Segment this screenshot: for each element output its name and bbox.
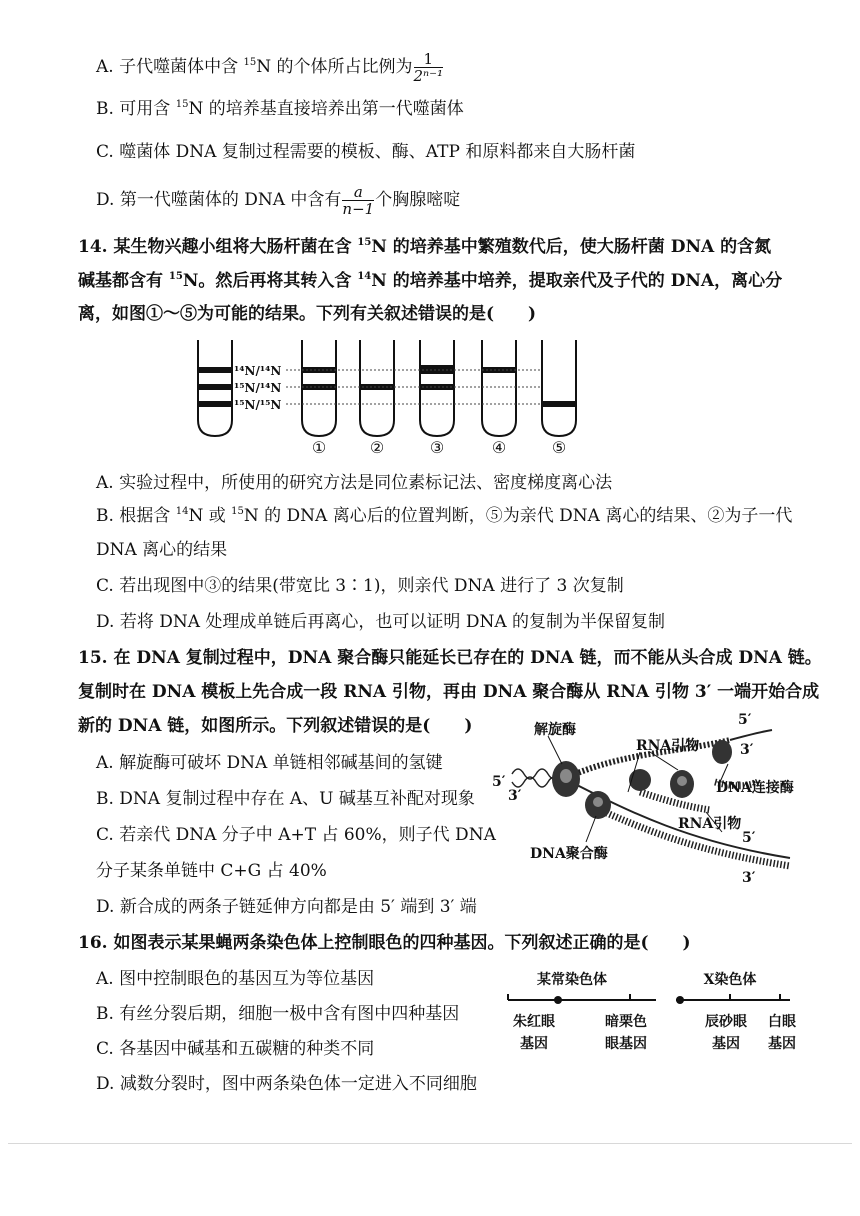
tube-4 bbox=[482, 340, 516, 436]
band-14n-14n bbox=[198, 367, 232, 373]
q14-option-d: D. 若将 DNA 处理成单链后再离心，也可以证明 DNA 的复制为半保留复制 bbox=[96, 612, 666, 632]
band-15n-15n bbox=[198, 401, 232, 407]
label-gene-3-line-1: 辰砂眼 bbox=[705, 1014, 747, 1030]
q14-option-a: A. 实验过程中，所使用的研究方法是同位素标记法、密度梯度离心法 bbox=[96, 473, 613, 493]
label-5-bottom: 5′ bbox=[742, 830, 756, 846]
label-ligase: DNA连接酶 bbox=[716, 780, 794, 796]
label-3-left: 3′ bbox=[508, 788, 522, 804]
tube-3-band-mid bbox=[420, 384, 454, 390]
tube-3-band-top bbox=[420, 365, 454, 374]
fraction: $\frac{1}{\text{2ⁿ⁻¹}}$ bbox=[413, 50, 444, 85]
q13-option-d: D. 第一代噬菌体的 DNA 中含有 $\frac{a}{n-1}$ 个胸腺嘧啶 bbox=[96, 183, 461, 218]
label-gene-2-line-1: 暗栗色 bbox=[605, 1014, 647, 1030]
fraction: $\frac{a}{n-1}$ bbox=[342, 183, 375, 218]
tube-number-5: ⑤ bbox=[551, 438, 567, 457]
ligase-blob bbox=[712, 740, 732, 764]
label-rna-primer-2: RNA引物 bbox=[678, 816, 742, 832]
chromosome-genes-figure bbox=[500, 964, 810, 1059]
label-3-top: 3′ bbox=[740, 742, 754, 758]
tube-number-4: ④ bbox=[491, 438, 507, 457]
q13-option-b: B. 可用含 $^{15}$N 的培养基直接培养出第一代噬菌体 bbox=[96, 99, 464, 119]
band-label-1: ¹⁴N/¹⁴N bbox=[234, 364, 282, 378]
label-gene-4-line-2: 基因 bbox=[768, 1036, 796, 1052]
tube-5-band-bottom bbox=[542, 401, 576, 407]
polymerase-blob-2 bbox=[629, 769, 651, 791]
tube-5 bbox=[542, 340, 576, 436]
q15-option-c-line-2: 分子某条单链中 C+G 占 40% bbox=[96, 861, 327, 881]
q15-stem-line-1: 15. 在 DNA 复制过程中，DNA 聚合酶只能延长已存在的 DNA 链，而不能从头合成 DNA 链。 bbox=[78, 648, 822, 668]
label-5-left: 5′ bbox=[492, 774, 506, 790]
tube-number-3: ③ bbox=[429, 438, 445, 457]
q15-option-c-line-1: C. 若亲代 DNA 分子中 A+T 占 60%，则子代 DNA bbox=[96, 825, 496, 845]
q16-option-b: B. 有丝分裂后期，细胞一极中含有图中四种基因 bbox=[96, 1004, 460, 1024]
page-bottom-divider bbox=[8, 1143, 852, 1144]
label-autosome: 某常染色体 bbox=[537, 972, 607, 988]
label-3-bottom: 3′ bbox=[742, 870, 756, 886]
label-rna-primer-1: RNA引物 bbox=[636, 738, 700, 754]
q14-stem-line-1: 14. 某生物兴趣小组将大肠杆菌在含 $^{15}$N 的培养基中繁殖数代后，使大肠杆菌 DNA 的含氮 bbox=[78, 237, 772, 257]
tube-number-2: ② bbox=[369, 438, 385, 457]
dna-replication-figure bbox=[490, 712, 810, 888]
band-label-3: ¹⁵N/¹⁵N bbox=[234, 398, 282, 412]
tube-2-band-mid bbox=[360, 384, 394, 390]
q14-option-c: C. 若出现图中③的结果(带宽比 3∶1)，则亲代 DNA 进行了 3 次复制 bbox=[96, 576, 624, 596]
q14-stem-line-3: 离，如图①～⑤为可能的结果。下列有关叙述错误的是( ) bbox=[78, 304, 537, 324]
centrifuge-tubes-figure bbox=[190, 336, 590, 458]
band-15n-14n bbox=[198, 384, 232, 390]
q13-option-a: A. 子代噬菌体中含 $^{15}$N 的个体所占比例为 $\frac{1}{\text{2ⁿ⁻¹}}$ bbox=[96, 50, 444, 85]
q16-option-a: A. 图中控制眼色的基因互为等位基因 bbox=[96, 969, 375, 989]
label-5-top: 5′ bbox=[738, 712, 752, 728]
q16-option-d: D. 减数分裂时，图中两条染色体一定进入不同细胞 bbox=[96, 1074, 477, 1094]
label-gene-4-line-1: 白眼 bbox=[768, 1014, 796, 1030]
q14-stem-line-2: 碱基都含有 $^{15}$N。然后再将其转入含 $^{14}$N 的培养基中培养，提取亲代及子代的 DNA，离心分 bbox=[78, 271, 783, 291]
label-helicase: 解旋酶 bbox=[534, 722, 576, 738]
label-gene-3-line-2: 基因 bbox=[712, 1036, 740, 1052]
tube-number-1: ① bbox=[311, 438, 327, 457]
label-gene-1-line-2: 基因 bbox=[520, 1036, 548, 1052]
q15-option-b: B. DNA 复制过程中存在 A、U 碱基互补配对现象 bbox=[96, 789, 475, 809]
label-polymerase: DNA聚合酶 bbox=[530, 846, 608, 862]
q16-stem: 16. 如图表示某果蝇两条染色体上控制眼色的四种基因。下列叙述正确的是( ) bbox=[78, 933, 691, 953]
q13-option-c: C. 噬菌体 DNA 复制过程需要的模板、酶、ATP 和原料都来自大肠杆菌 bbox=[96, 142, 636, 162]
q15-stem-line-2: 复制时在 DNA 模板上先合成一段 RNA 引物，再由 DNA 聚合酶从 RNA 引物 3′ 一端开始合成 bbox=[78, 682, 820, 702]
label-gene-1-line-1: 朱红眼 bbox=[513, 1014, 555, 1030]
q15-option-d: D. 新合成的两条子链延伸方向都是由 5′ 端到 3′ 端 bbox=[96, 897, 477, 917]
q14-option-b-line-1: B. 根据含 $^{14}$N 或 $^{15}$N 的 DNA 离心后的位置判断，⑤为亲代 DNA 离心的结果、②为子一代 bbox=[96, 506, 793, 526]
label-x-chromosome: X染色体 bbox=[703, 972, 757, 988]
label-gene-2-line-2: 眼基因 bbox=[605, 1036, 647, 1052]
q16-option-c: C. 各基因中碱基和五碳糖的种类不同 bbox=[96, 1039, 375, 1059]
band-label-2: ¹⁵N/¹⁴N bbox=[234, 381, 282, 395]
x-centromere bbox=[676, 996, 684, 1004]
q14-option-b-line-2: DNA 离心的结果 bbox=[96, 540, 228, 560]
q15-stem-line-3: 新的 DNA 链，如图所示。下列叙述错误的是( ) bbox=[78, 716, 473, 736]
autosome-centromere bbox=[554, 996, 562, 1004]
q15-option-a: A. 解旋酶可破坏 DNA 单链相邻碱基间的氢键 bbox=[96, 753, 443, 773]
